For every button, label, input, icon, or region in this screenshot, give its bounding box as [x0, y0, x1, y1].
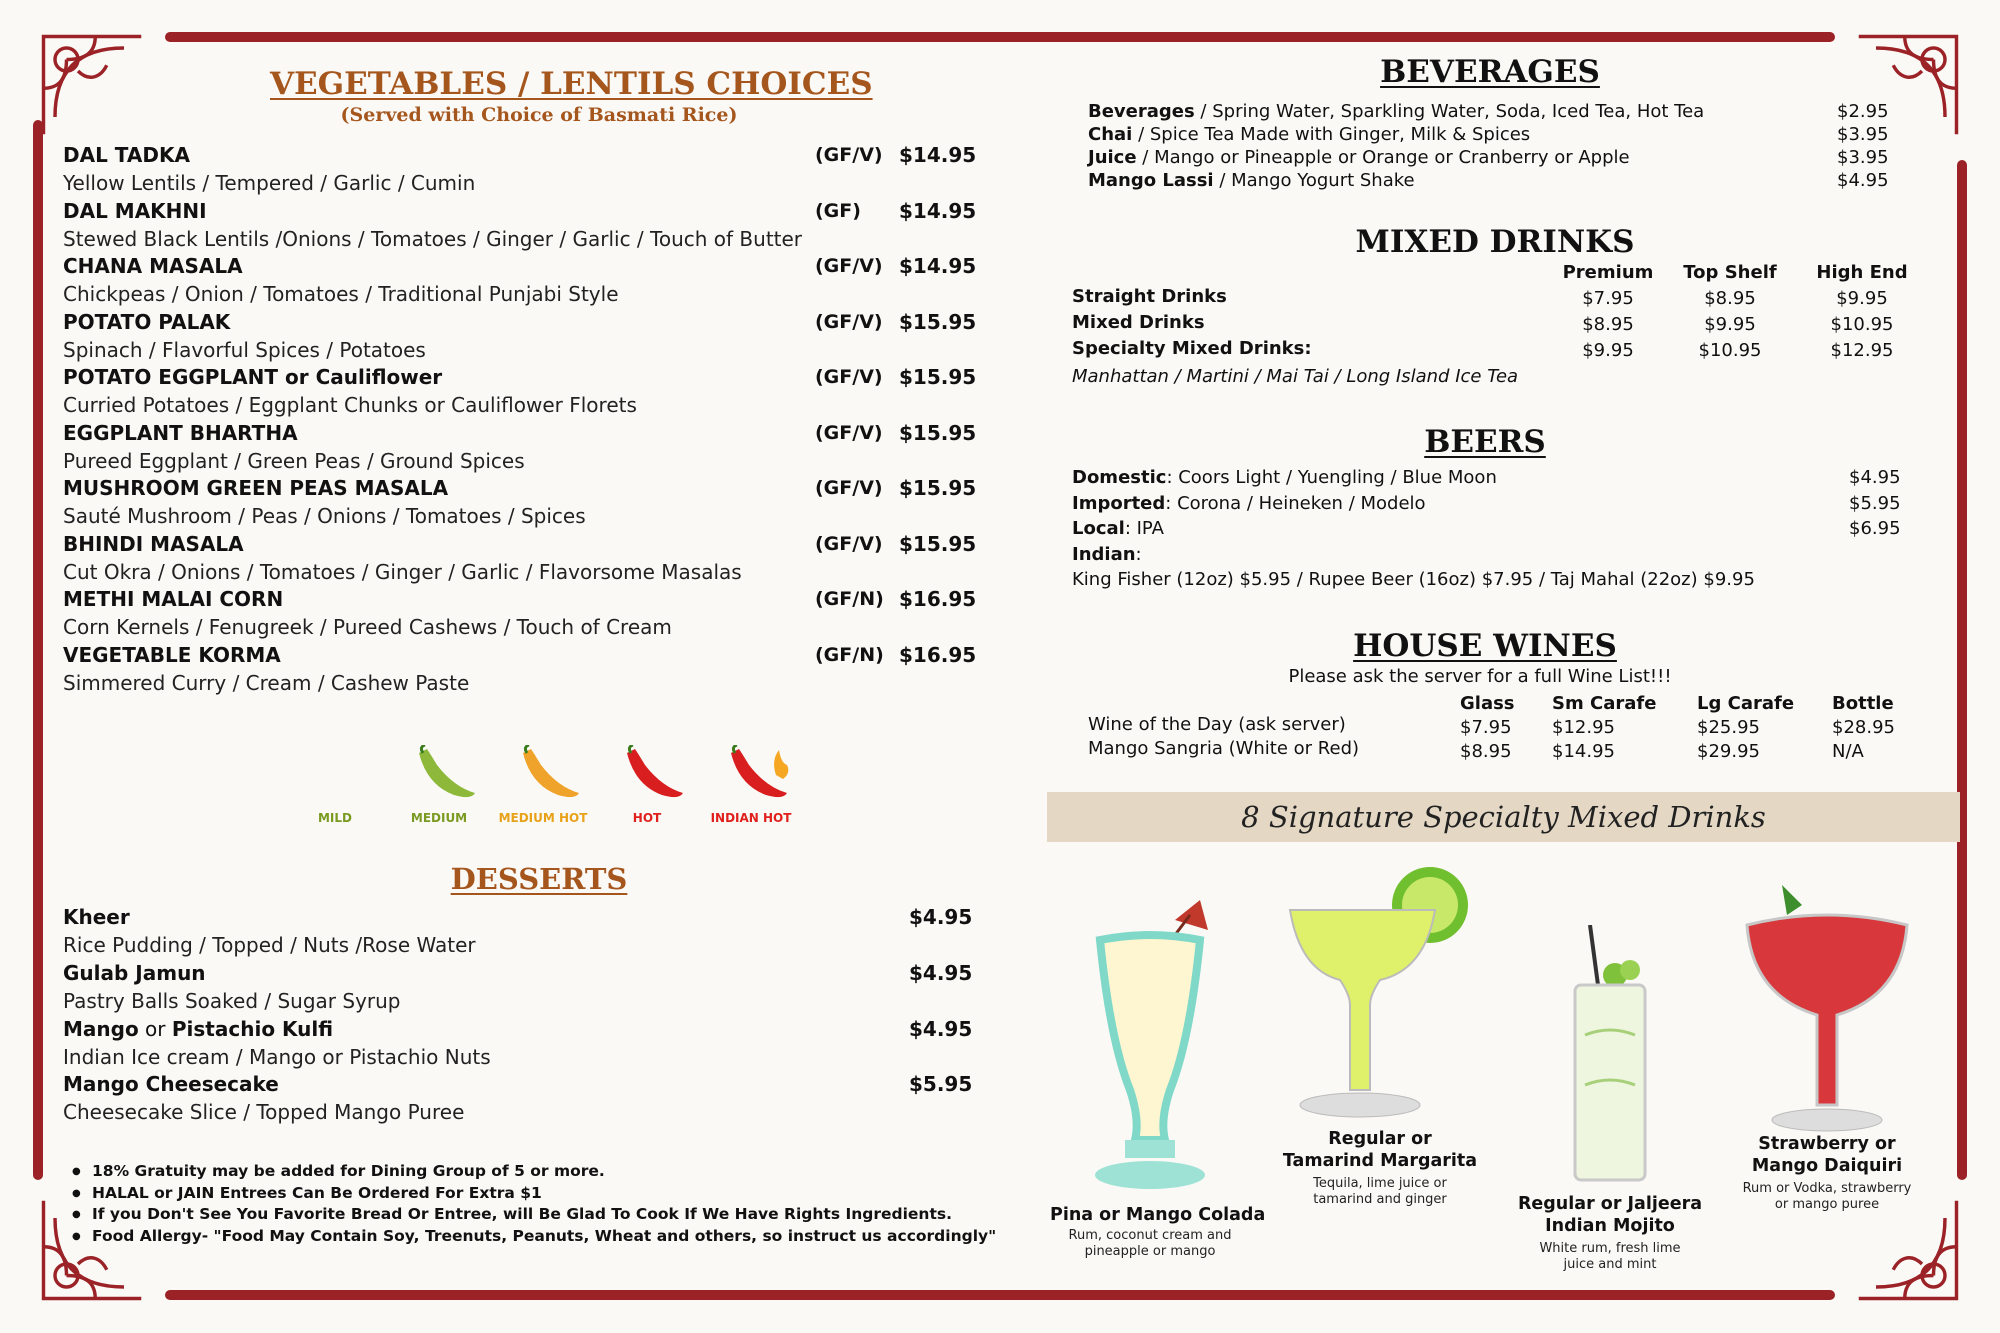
menu-item: [63, 252, 983, 308]
item-price: $15.95: [899, 365, 977, 389]
beer-category: Local: [1072, 518, 1125, 539]
price-cell: $14.95: [1552, 741, 1615, 762]
menu-item: [63, 641, 983, 697]
drink-name: Pina or Mango Colada: [1050, 1205, 1266, 1225]
mojito-glass-icon: [1560, 925, 1660, 1190]
item-description: Indian Ice cream / Mango or Pistachio Nuts: [63, 1044, 491, 1069]
diet-tag: (GF/N): [815, 588, 884, 610]
beverage-item: [1088, 123, 1530, 146]
beverage-item: [1088, 146, 1630, 169]
item-price: $14.95: [899, 254, 977, 278]
indian-beer-list: King Fisher (12oz) $5.95 / Rupee Beer (16oz) $7.95 / Taj Mahal (22oz) $9.95: [1072, 569, 1755, 590]
column-header: Glass: [1460, 693, 1515, 714]
drink-mojito: [1515, 925, 1705, 1280]
note-item: ● If you Don't See You Favorite Bread Or Entree, will Be Glad To Cook If We Have Rights Ingredients.: [72, 1204, 972, 1226]
beers-title: BEERS: [1424, 424, 1546, 460]
vegetables-list: [63, 141, 983, 696]
diet-tag: (GF/V): [815, 477, 883, 499]
diet-tag: (GF/V): [815, 255, 883, 277]
chili-pepper-icon: [513, 745, 583, 803]
diet-tag: (GF): [815, 199, 861, 222]
item-name: [63, 1070, 279, 1098]
price-cell: $8.95: [1582, 314, 1634, 335]
menu-item: [63, 474, 983, 530]
beer-item: [1072, 492, 1426, 515]
dessert-item: [63, 903, 983, 959]
item-name: DAL TADKA: [63, 143, 190, 167]
price-cell: $29.95: [1697, 741, 1760, 762]
item-name: [63, 903, 130, 931]
item-description: Pureed Eggplant / Green Peas / Ground Spices: [63, 448, 525, 473]
menu-item: [63, 585, 983, 641]
diet-tag: (GF/N): [815, 643, 884, 666]
item-price: $4.95: [909, 905, 973, 929]
item-name: DAL MAKHNI: [63, 198, 207, 223]
vegetables-title: VEGETABLES / LENTILS CHOICES: [270, 66, 873, 102]
house-wines-title: HOUSE WINES: [1353, 628, 1617, 664]
notes-list: [72, 1161, 997, 1247]
item-description: Pastry Balls Soaked / Sugar Syrup: [63, 988, 401, 1013]
frame-right-bar: [1957, 160, 1967, 1180]
drink-margarita: [1265, 860, 1495, 1220]
spice-label: MILD: [317, 811, 352, 825]
item-name-part: or: [138, 1016, 172, 1041]
beverage-name: Chai: [1088, 124, 1133, 145]
price-cell: $9.95: [1704, 314, 1756, 335]
price-cell: $9.95: [1836, 288, 1888, 309]
chili-pepper-icon: [721, 745, 791, 803]
desserts-list: [63, 903, 983, 1126]
item-name: METHI MALAI CORN: [63, 587, 284, 611]
item-name: VEGETABLE KORMA: [63, 642, 281, 667]
beer-item: [1072, 466, 1497, 489]
price-cell: $10.95: [1830, 314, 1894, 335]
row-name: Specialty Mixed Drinks:: [1072, 338, 1312, 359]
spice-label: MEDIUM HOT: [498, 811, 588, 825]
item-description: Corn Kernels / Fenugreek / Pureed Cashews / Touch of Cream: [63, 615, 672, 639]
wine-name: Mango Sangria (White or Red): [1088, 738, 1360, 759]
item-name: POTATO PALAK: [63, 309, 231, 334]
item-price: $16.95: [899, 587, 977, 611]
item-price: $14.95: [899, 198, 977, 223]
beverage-item: [1088, 169, 1415, 192]
menu-item: [63, 141, 983, 197]
column-header: Lg Carafe: [1697, 693, 1795, 714]
price-cell: $8.95: [1704, 288, 1756, 309]
spice-level: [493, 745, 593, 825]
diet-tag: (GF/V): [815, 366, 883, 388]
beverage-price: $3.95: [1837, 124, 1889, 145]
item-description: Cheesecake Slice / Topped Mango Puree: [63, 1100, 465, 1125]
note-item: ● 18% Gratuity may be added for Dining Group of 5 or more.: [72, 1161, 972, 1183]
item-name-part: Kheer: [63, 905, 130, 929]
menu-item: [63, 419, 983, 475]
beer-item: [1072, 543, 1142, 566]
menu-item: [63, 530, 983, 586]
price-cell: $10.95: [1698, 340, 1762, 361]
diet-tag: (GF/V): [815, 144, 883, 166]
item-description: Yellow Lentils / Tempered / Garlic / Cumin: [63, 171, 476, 195]
wine-name: Wine of the Day (ask server): [1088, 714, 1346, 735]
item-name: MUSHROOM GREEN PEAS MASALA: [63, 476, 449, 500]
spice-legend: [285, 745, 792, 825]
spice-level: [701, 745, 801, 825]
column-header: Premium: [1562, 262, 1654, 283]
item-name-part: Mango: [63, 1016, 139, 1041]
item-name-part: Gulab Jamun: [63, 960, 206, 985]
pina-colada-glass-icon: [1080, 890, 1220, 1200]
drink-desc-line: tamarind and ginger: [1313, 1192, 1447, 1207]
item-name-part: Pistachio Kulfi: [171, 1016, 334, 1041]
wine-list-note: Please ask the server for a full Wine List!!!: [1288, 666, 1672, 687]
beer-brands: : IPA: [1124, 518, 1164, 539]
price-cell: N/A: [1832, 741, 1864, 762]
item-description: Simmered Curry / Cream / Cashew Paste: [63, 670, 470, 695]
beverage-desc: / Spring Water, Sparkling Water, Soda, Iced Tea, Hot Tea: [1194, 101, 1705, 122]
item-name: [63, 1015, 333, 1043]
item-price: $15.95: [899, 420, 977, 445]
beverage-price: $3.95: [1837, 147, 1889, 168]
item-name: BHINDI MASALA: [63, 531, 244, 556]
price-cell: $9.95: [1582, 340, 1634, 361]
item-price: $4.95: [909, 960, 973, 985]
price-cell: $25.95: [1697, 717, 1760, 738]
spice-level: [389, 745, 489, 825]
item-price: $16.95: [899, 642, 977, 667]
drink-desc-line: or mango puree: [1774, 1197, 1880, 1212]
price-cell: $7.95: [1582, 288, 1634, 309]
item-price: $5.95: [909, 1072, 973, 1097]
item-price: $14.95: [899, 143, 977, 167]
beverage-desc: / Mango Yogurt Shake: [1213, 170, 1415, 191]
row-name: Mixed Drinks: [1072, 312, 1205, 333]
chili-pepper-icon: [617, 745, 687, 803]
item-name: EGGPLANT BHARTHA: [63, 420, 298, 445]
spice-label: MEDIUM: [410, 811, 468, 825]
column-header: Top Shelf: [1683, 262, 1777, 283]
signature-drinks-banner-text: 8 Signature Specialty Mixed Drinks: [1241, 800, 1766, 834]
drink-pina-colada: [1050, 890, 1266, 1270]
menu-item: [63, 308, 983, 364]
drink-desc-line: Rum or Vodka, strawberry: [1742, 1181, 1912, 1196]
item-description: Sauté Mushroom / Peas / Onions / Tomatoes / Spices: [63, 504, 586, 528]
beverage-desc: / Spice Tea Made with Ginger, Milk & Spices: [1132, 124, 1531, 145]
mixed-drinks-title: MIXED DRINKS: [1355, 224, 1635, 260]
frame-left-bar: [33, 120, 43, 1180]
item-name-part: Mango Cheesecake: [63, 1072, 279, 1097]
menu-item: [63, 197, 983, 253]
beer-price: $5.95: [1849, 492, 1901, 514]
frame-bottom-bar: [165, 1290, 1835, 1300]
price-cell: $28.95: [1832, 717, 1895, 738]
drink-name: Regular or: [1328, 1129, 1432, 1149]
price-cell: $12.95: [1552, 717, 1615, 738]
beverages-title: BEVERAGES: [1380, 54, 1600, 90]
drink-desc-line: pineapple or mango: [1084, 1244, 1216, 1259]
specialty-drinks-list: Manhattan / Martini / Mai Tai / Long Island Ice Tea: [1072, 366, 1519, 387]
chili-pepper-icon: [409, 745, 479, 803]
dessert-item: [63, 1015, 983, 1071]
drink-name: Mango Daiquiri: [1751, 1156, 1903, 1176]
spice-level: [285, 745, 385, 825]
column-header: Sm Carafe: [1552, 693, 1657, 714]
drink-name: Strawberry or: [1758, 1134, 1896, 1154]
item-description: Cut Okra / Onions / Tomatoes / Ginger / Garlic / Flavorsome Masalas: [63, 559, 742, 584]
drink-name: Indian Mojito: [1545, 1216, 1675, 1236]
item-description: Curried Potatoes / Eggplant Chunks or Cauliflower Florets: [63, 393, 637, 417]
spice-label: HOT: [632, 811, 662, 825]
note-item: ● Food Allergy- "Food May Contain Soy, Treenuts, Peanuts, Wheat and others, so instruct us accordingly": [72, 1226, 972, 1248]
item-price: $15.95: [899, 531, 977, 556]
item-price: $15.95: [899, 476, 977, 500]
diet-tag: (GF/V): [815, 310, 883, 333]
column-header: High End: [1816, 262, 1908, 283]
daiquiri-glass-icon: [1742, 875, 1912, 1133]
signature-drinks-banner: [1047, 792, 1960, 842]
price-cell: $12.95: [1830, 340, 1894, 361]
row-name: Straight Drinks: [1072, 286, 1227, 307]
beer-category: Indian: [1072, 543, 1136, 565]
vegetables-subtitle: (Served with Choice of Basmati Rice): [340, 104, 738, 126]
menu-item: [63, 363, 983, 419]
frame-top-bar: [165, 32, 1835, 42]
spice-level: [597, 745, 697, 825]
price-cell: $8.95: [1460, 741, 1512, 762]
drink-desc-line: Rum, coconut cream and: [1068, 1228, 1232, 1243]
diet-tag: (GF/V): [815, 421, 883, 444]
drink-desc-line: White rum, fresh lime: [1539, 1241, 1681, 1256]
drink-daiquiri: [1722, 875, 1932, 1220]
item-price: $4.95: [909, 1016, 973, 1041]
beer-brands: : Coors Light / Yuengling / Blue Moon: [1166, 467, 1497, 488]
beer-brands: :: [1135, 543, 1142, 565]
item-name: POTATO EGGPLANT or Cauliflower: [63, 365, 443, 389]
beverage-desc: / Mango or Pineapple or Orange or Cranberry or Apple: [1136, 147, 1630, 168]
item-price: $15.95: [899, 309, 977, 334]
beverage-price: $4.95: [1837, 170, 1889, 191]
dessert-item: [63, 1070, 983, 1126]
dessert-item: [63, 959, 983, 1015]
beverage-price: $2.95: [1837, 101, 1889, 122]
price-cell: $7.95: [1460, 717, 1512, 738]
drink-desc-line: Tequila, lime juice or: [1313, 1176, 1447, 1191]
corner-ornament-top-left-icon: [32, 25, 147, 140]
item-description: Spinach / Flavorful Spices / Potatoes: [63, 337, 426, 362]
note-item: ● HALAL or JAIN Entrees Can Be Ordered For Extra $1: [72, 1183, 972, 1205]
item-name: [63, 959, 206, 987]
beer-price: $6.95: [1849, 518, 1901, 539]
item-description: Chickpeas / Onion / Tomatoes / Traditional Punjabi Style: [63, 282, 619, 306]
drink-desc-line: juice and mint: [1563, 1257, 1657, 1272]
beverage-name: Juice: [1088, 147, 1137, 168]
item-name: CHANA MASALA: [63, 254, 243, 278]
beer-brands: : Corona / Heineken / Modelo: [1165, 492, 1426, 514]
drink-name: Tamarind Margarita: [1282, 1151, 1478, 1171]
diet-tag: (GF/V): [815, 532, 883, 555]
beverage-name: Mango Lassi: [1088, 170, 1214, 191]
margarita-glass-icon: [1285, 860, 1475, 1125]
desserts-title: DESSERTS: [450, 862, 628, 896]
beer-category: Domestic: [1072, 467, 1167, 488]
item-description: Stewed Black Lentils /Onions / Tomatoes / Ginger / Garlic / Touch of Butter: [63, 226, 803, 251]
beer-item: [1072, 517, 1164, 540]
beverage-item: [1088, 100, 1704, 123]
column-header: Bottle: [1832, 693, 1894, 714]
drink-name: Regular or Jaljeera: [1517, 1194, 1703, 1214]
beverage-name: Beverages: [1088, 101, 1195, 122]
item-description: Rice Pudding / Topped / Nuts /Rose Water: [63, 933, 476, 957]
beer-category: Imported: [1072, 492, 1166, 514]
beer-price: $4.95: [1849, 467, 1901, 488]
spice-label: INDIAN HOT: [710, 811, 792, 825]
